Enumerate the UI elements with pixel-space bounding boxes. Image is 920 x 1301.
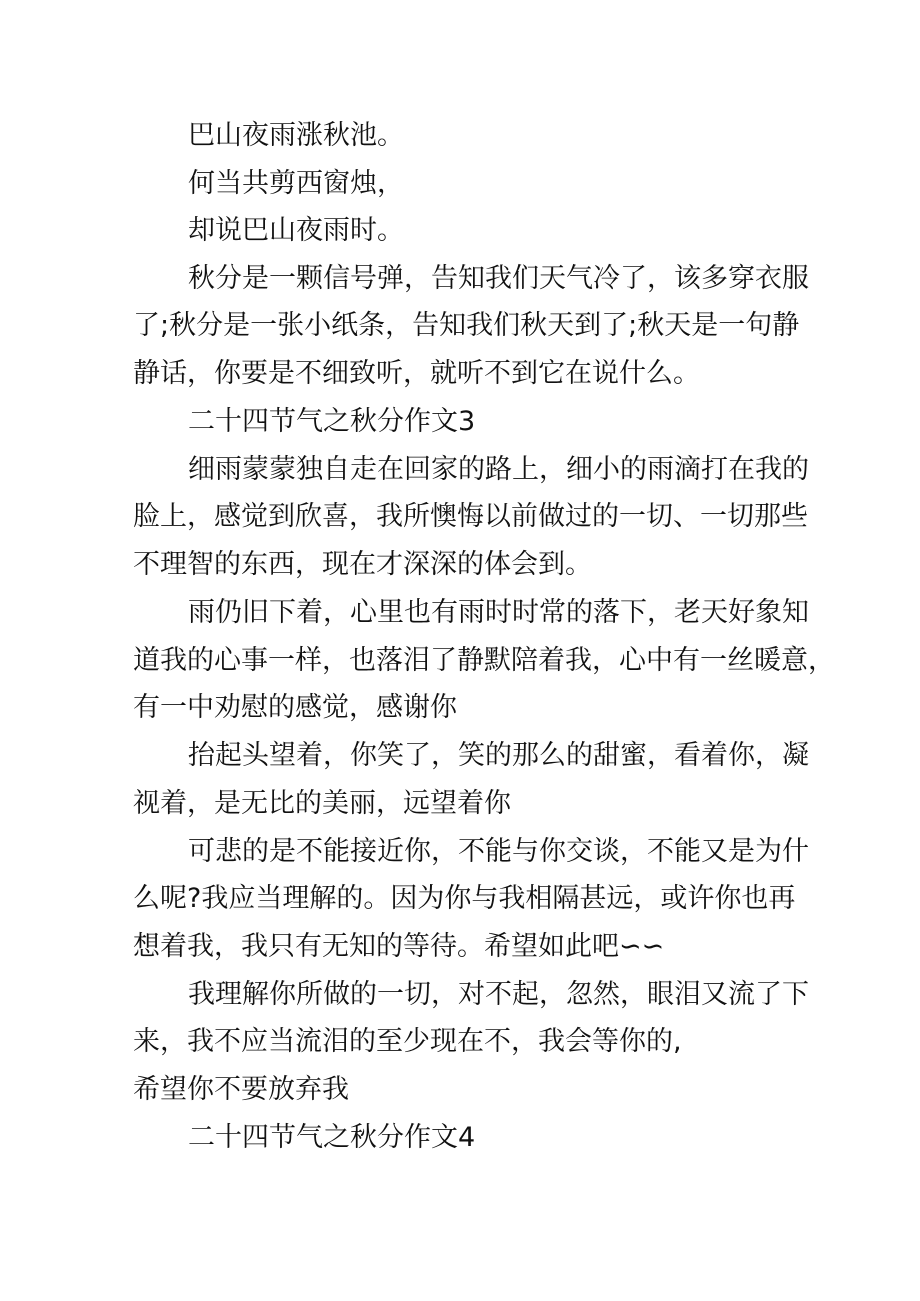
poem-line: 巴山夜雨涨秋池。 (188, 120, 404, 151)
paragraph-line: 抬起头望着，你笑了，笑的那么的甜蜜，看着你，凝 (188, 740, 809, 771)
section-heading: 二十四节气之秋分作文3 (188, 406, 476, 437)
section-heading: 二十四节气之秋分作文4 (188, 1122, 476, 1153)
paragraph-line: 脸上，感觉到欣喜，我所懊悔以前做过的一切、一切那些 (133, 501, 808, 532)
paragraph-line: 有一中劝慰的感觉，感谢你 (133, 692, 457, 723)
paragraph-line: 了;秋分是一张小纸条，告知我们秋天到了;秋天是一句静 (133, 310, 800, 341)
paragraph-line: 视着，是无比的美丽，远望着你 (133, 788, 511, 819)
paragraph-line: 来，我不应当流泪的至少现在不，我会等你的, (133, 1026, 682, 1057)
paragraph-line: 道我的心事一样，也落泪了静默陪着我，心中有一丝暖意， (133, 645, 835, 676)
poem-line: 何当共剪西窗烛， (188, 168, 404, 199)
paragraph-line: 么呢?我应当理解的。因为你与我相隔甚远，或许你也再 (133, 883, 796, 914)
poem-line: 却说巴山夜雨时。 (188, 215, 404, 246)
paragraph-line: 不理智的东西，现在才深深的体会到。 (133, 549, 592, 580)
paragraph-line: 秋分是一颗信号弹，告知我们天气冷了，该多穿衣服 (188, 263, 809, 294)
paragraph-line: 细雨蒙蒙独自走在回家的路上，细小的雨滴打在我的 (188, 454, 809, 485)
paragraph-line: 静话，你要是不细致听，就听不到它在说什么。 (133, 358, 700, 389)
paragraph-line: 我理解你所做的一切，对不起，忽然，眼泪又流了下 (188, 979, 809, 1010)
paragraph-line: 可悲的是不能接近你，不能与你交谈，不能又是为什 (188, 836, 809, 867)
paragraph-line: 希望你不要放弃我 (133, 1074, 349, 1105)
paragraph-line: 想着我，我只有无知的等待。希望如此吧∽∽ (133, 931, 665, 962)
paragraph-line: 雨仍旧下着，心里也有雨时时常的落下，老天好象知 (188, 597, 809, 628)
